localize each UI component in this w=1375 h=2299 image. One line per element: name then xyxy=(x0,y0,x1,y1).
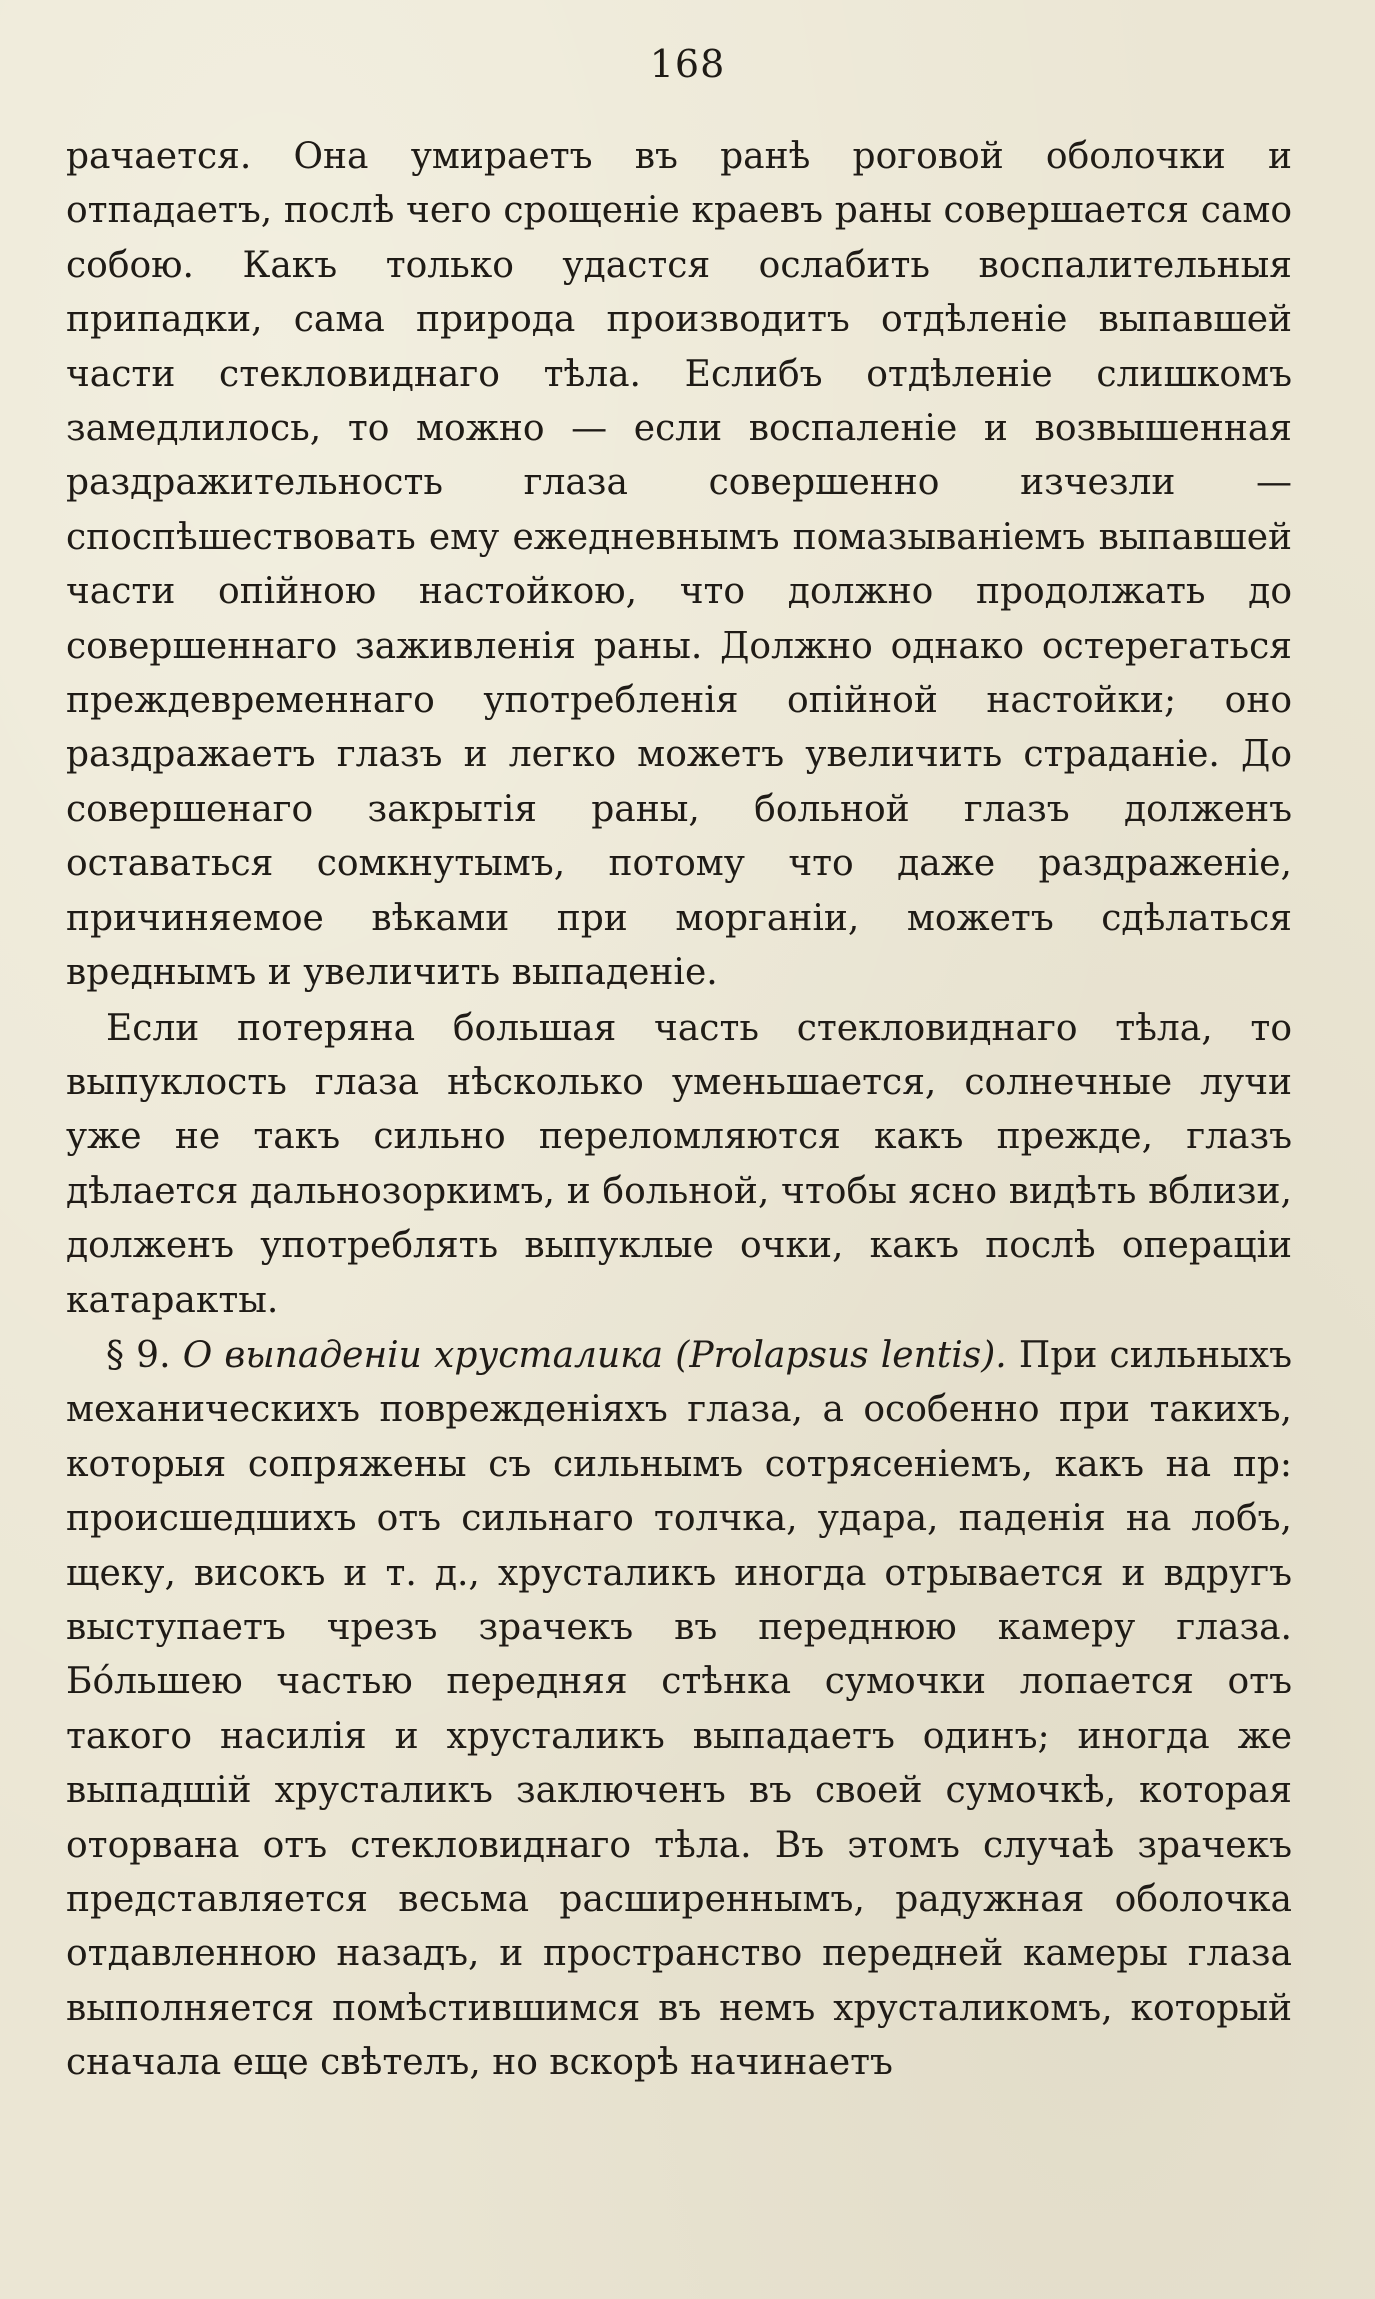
paragraph-continuation: рачается. Она умираетъ въ ранѣ роговой оболочки и отпадаетъ, послѣ чего срощеніе краевъ раны совершается само собою. Какъ только удастся ослабить воспалительныя припадки, сама природа производитъ отдѣленіе выпавшей части стекловиднаго тѣла. Еслибъ отдѣленіе слишкомъ замедлилось, то можно — если воспаленіе и возвышенная раздражительность глаза совершенно изчезли — споспѣшествовать ему ежедневнымъ помазываніемъ выпавшей части опійною настойкою, что должно продолжать до совершеннаго заживленія раны. Должно однако остерегаться преждевременнаго употребленія опійной настойки; оно раздражаетъ глазъ и легко можетъ увеличить страданіе. До совершенаго закрытія раны, больной глазъ долженъ оставаться сомкнутымъ, потому что даже раздраженіе, причиняемое вѣками при морганіи, можетъ сдѣлаться вреднымъ и увеличить выпаденіе. xyxy=(66,136,1292,994)
section-heading: О выпаденіи хрусталика xyxy=(182,1334,664,1376)
section-body: При сильныхъ механическихъ поврежденіяхъ глаза, а особенно при такихъ, которыя сопряжены съ сильнымъ сотрясеніемъ, какъ на пр: происшедшихъ отъ сильнаго толчка, удара, паденія на лобъ, щеку, високъ и т. д., хрусталикъ иногда отрывается и вдругъ выступаетъ чрезъ зрачекъ въ переднюю камеру глаза. Бо́льшею частью передняя стѣнка сумочки лопается отъ такого насилія и хрусталикъ выпадаетъ одинъ; иногда же выпадшій хрусталикъ заключенъ въ своей сумочкѣ, которая оторвана отъ стекловиднаго тѣла. Въ этомъ случаѣ зрачекъ представляется весьма расширеннымъ, радужная оболочка отдавленною назадъ, и пространство передней камеры глаза выполняется помѣстившимся въ немъ хрусталикомъ, который сначала еще свѣтелъ, но вскорѣ начинаетъ xyxy=(66,1334,1293,2084)
section-mark: § 9. xyxy=(106,1334,171,1376)
body-text xyxy=(66,130,1292,2091)
paragraph-vitreous-loss: Если потеряна большая часть стекловиднаго тѣла, то выпуклость глаза нѣсколько уменьшается, солнечные лучи уже не такъ сильно переломляются какъ прежде, глазъ дѣлается дальнозоркимъ, и больной, чтобы ясно видѣть вблизи, долженъ употреблять выпуклые очки, какъ послѣ операціи катаракты. xyxy=(66,1007,1292,1321)
section-latin-term: (Prolapsus lentis). xyxy=(675,1334,1007,1376)
paragraph-section-9 xyxy=(66,1329,1292,2091)
page-number: 168 xyxy=(649,42,726,86)
